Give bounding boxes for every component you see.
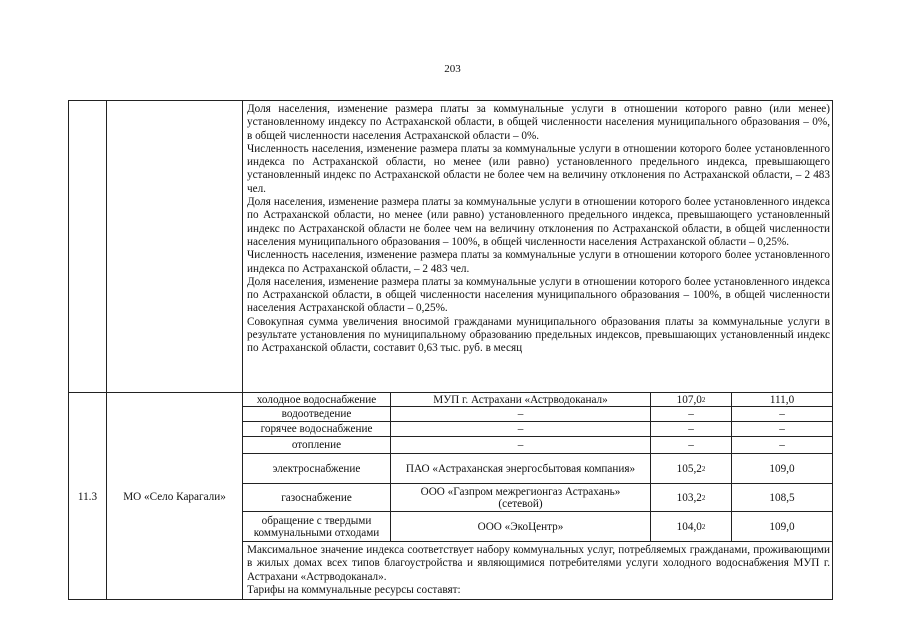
indicator-paragraph: Совокупная сумма увеличения вносимой гражданами муниципального образования платы за коммунальные услуги в результате установления по муниципальному образованию предельных индексов, превышающих установленный индекс по Астраханской области, составит 0,63 тыс. руб. в месяц [247,315,830,355]
service-limit: – [779,423,785,435]
service-limit: – [779,408,785,420]
service-index: 103,2 2 [676,491,706,504]
municipality-table [68,100,833,600]
service-name: отопление [291,439,342,451]
service-name: горячее водоснабжение [260,423,373,435]
note-text-block [247,544,830,597]
service-name: электроснабжение [272,462,361,475]
service-provider: – [517,439,524,451]
service-index: 105,2 2 [676,462,706,475]
service-provider: ООО «Газпром межрегионгаз Астрахань» (сетевой) [420,485,621,510]
indicator-paragraph: Доля населения, изменение размера платы за коммунальные услуги в отношении которого равно (или менее) установленному индексу по Астраханской области, в общей численности населения муниципального образования – 0%, в общей численности населения Астраханской области – 0%. [247,103,830,142]
service-index: 107,0 2 [676,393,706,406]
indicator-paragraph: Доля населения, изменение размера платы за коммунальные услуги в отношении которого более установленного индекса по Астраханской области, но менее (или равно) установленного предельного индекса, превышающего установленный индекс по Астраханской области не более чем на величину отклонения по Астраханской области, в общей численности населения муниципального образования – 100%, в общей численности населения Астраханской области – 0,25%. [247,196,830,248]
service-name: водоотведение [281,408,352,420]
service-name: холодное водоснабжение [256,393,377,406]
tariffs-caption: Тарифы на коммунальные ресурсы составят: [247,583,461,596]
municipality-name: МО «Село Карагали» [123,490,226,503]
row-number: 11.3 [77,490,98,503]
indicator-paragraph: Численность населения, изменение размера платы за коммунальные услуги в отношении которого более установленного индекса по Астраханской области, – 2 483 чел. [247,249,830,275]
indicator-paragraph: Доля населения, изменение размера платы за коммунальные услуги в отношении которого более установленного индекса по Астраханской области, в общей численности населения муниципального образования – 100%, в общей численности населения Астраханской области – 0,25%. [247,275,830,315]
service-name: обращение с твердыми коммунальными отходами [253,514,380,539]
page-number: 203 [444,63,461,75]
indicator-paragraph: Численность населения, изменение размера платы за коммунальные услуги в отношении которого более установленного индекса по Астраханской области, но менее (или равно) установленного предельного индекса, превышающего установленный индекс по Астраханской области не более чем на величину отклонения по Астраханской области, – 2 483 чел. [247,142,830,195]
service-provider: – [517,408,524,420]
service-index: – [688,408,694,420]
service-provider: – [517,423,524,435]
service-name: газоснабжение [281,491,352,504]
service-index: – [688,423,694,435]
service-index: 104,0 2 [676,520,706,533]
service-provider: ПАО «Астраханская энергосбытовая компания» [405,462,636,475]
service-limit: 108,5 [769,491,795,504]
service-limit: 109,0 [769,462,795,475]
service-limit: 109,0 [769,520,795,533]
column-divider [242,101,243,600]
service-limit: – [779,439,785,451]
service-provider: МУП г. Астрахани «Астрводоканал» [433,393,608,406]
max-index-note: Максимальное значение индекса соответствует набору коммунальных услуг, потребляемых гражданами, проживающими в жилых домах всех типов благоустройства и являющимися потребителями услуги холодного водоснабжения МУП г. Астрахани «Астрводоканал». [247,544,830,583]
service-provider: ООО «ЭкоЦентр» [477,520,564,533]
row-divider [243,541,832,542]
service-limit: 111,0 [769,393,795,406]
service-index: – [688,439,694,451]
indicators-text-block [247,103,830,356]
